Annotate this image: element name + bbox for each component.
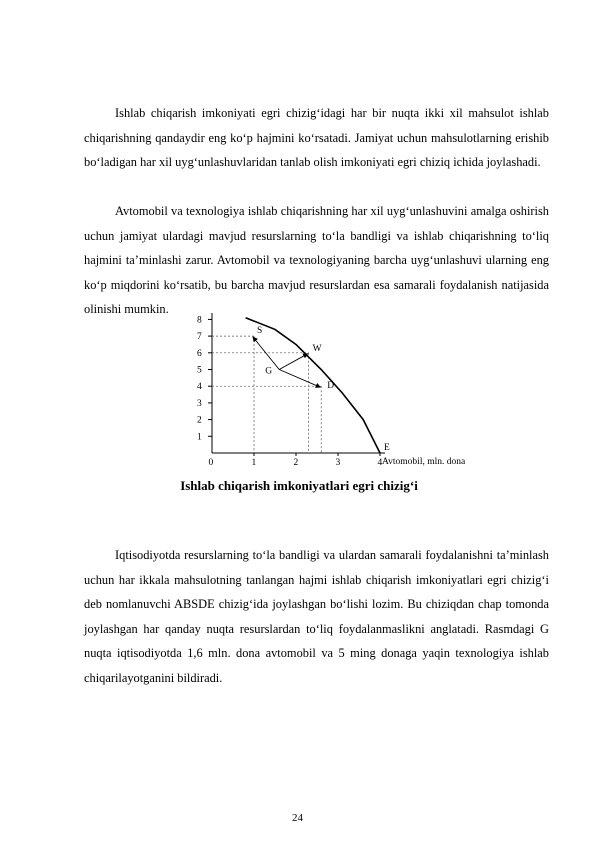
x-tick-label: 4 [377, 458, 383, 468]
arrow-g-to-S [253, 337, 279, 369]
y-tick-label: 7 [197, 332, 202, 343]
y-tick-label: 1 [197, 432, 202, 443]
ppf-curve [246, 318, 380, 453]
point-label-G: G [265, 366, 273, 377]
point-label-E: E [384, 443, 390, 453]
y-tick-label: 8 [197, 315, 202, 326]
x-tick-label: 3 [335, 458, 341, 468]
point-label-D: D [327, 381, 335, 392]
page-number: 24 [292, 812, 303, 824]
y-tick-label: 6 [197, 348, 202, 359]
x-axis-label: Avtomobil, mln. dona [382, 457, 466, 467]
x-tick-label: 0 [208, 458, 214, 468]
point-label-S: S [257, 326, 263, 337]
y-tick-label: 2 [197, 415, 202, 426]
ppf-figure [190, 308, 510, 470]
paragraph-1: Ishlab chiqarish imkoniyati egri chizig‘idagi har bir nuqta ikki xil mahsulot ishlab chiqarishning qandaydir eng ko‘p hajmini ko‘rsatadi. Jamiyat uchun mahsulotlarning erishib bo‘ladigan har xil uyg‘unlashuvlaridan tanlab olish imkoniyati egri chiziq ichida joylashadi. [84, 106, 549, 169]
point-label-W: W [312, 343, 322, 354]
x-tick-label: 1 [251, 458, 257, 468]
y-tick-label: 3 [197, 398, 202, 409]
figure-caption: Ishlab chiqarish imkoniyatlari egri chizig‘i [180, 478, 418, 493]
ppf-chart [190, 308, 510, 470]
paragraph-2: Avtomobil va texnologiya ishlab chiqarishning har xil uyg‘unlashuvini amalga oshirish uchun jamiyat ulardagi mavjud resurslarning to‘la bandligi va ishlab chiqarishning to‘liq hajmini ta’minlashi zarur. Avtomobil va texnologiyaning barcha uyg‘unlashuvi ularning eng ko‘p miqdorini ko‘rsatib, bu barcha mavjud resurslardan esa samarali foydalanish natijasida olinishi mumkin. [84, 204, 549, 316]
x-tick-label: 2 [293, 458, 299, 468]
y-tick-label: 4 [197, 382, 202, 393]
y-tick-label: 5 [197, 365, 202, 376]
paragraph-3: Iqtisodiyotda resurslarning to‘la bandligi va ulardan samarali foydalanishni ta’minlash uchun har ikkala mahsulotning tanlangan hajmi ishlab chiqarish imkoniyatlari egri chizig‘i deb nomlanuvchi ABSDE chizig‘ida joylashgan bo‘lishi lozim. Bu chiziqdan chap tomonda joylashgan har qanday nuqta resurslardan to‘liq foydalanmaslikni anglatadi. Rasmdagi G nuqta iqtisodiyotda 1,6 mln. dona avtomobil va 5 ming donaga yaqin texnologiya ishlab chiqarilayotganini bildiradi. [84, 548, 549, 685]
arrow-g-to-D [279, 370, 320, 388]
arrow-g-to-W [279, 354, 307, 370]
